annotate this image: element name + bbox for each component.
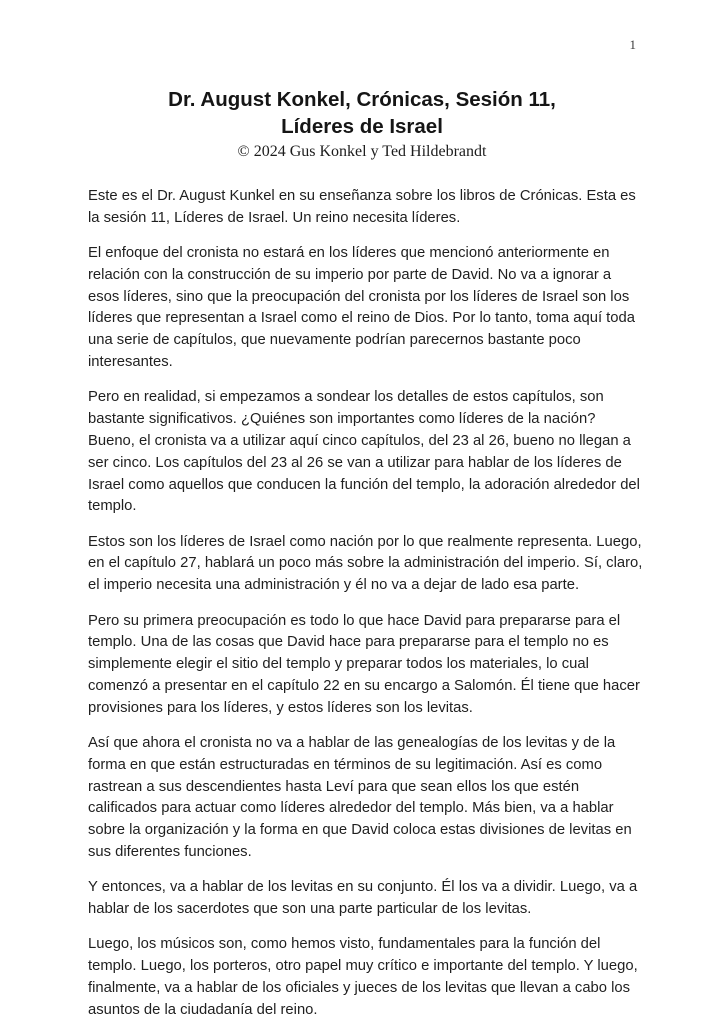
paragraph: Y entonces, va a hablar de los levitas en su conjunto. Él los va a dividir. Luego, va a hablar de los sacerdotes que son una parte particular de los levitas. <box>88 879 638 918</box>
paragraph: Pero su primera preocupación es todo lo que hace David para prepararse para el templo. Una de las cosas que David hace para prepararse para el templo no es simplemente elegir el sitio del templo y preparar todos los materiales, lo cual comenzó a presentar en el capítulo 22 en su encargo a Salomón. Él tiene que hacer provisiones para los líderes, y estos líderes son los levitas. <box>88 612 640 716</box>
paragraph: Este es el Dr. August Kunkel en su enseñanza sobre los libros de Crónicas. Esta es la sesión 11, Líderes de Israel. Un reino necesita líderes. <box>88 188 636 226</box>
document-body <box>88 186 644 1022</box>
paragraph: Estos son los líderes de Israel como nación por lo que realmente representa. Luego, en el capítulo 27, hablará un poco más sobre la administración del imperio. Sí, claro, el imperio necesita una administración y él no va a dejar de lado esa parte. <box>88 533 643 594</box>
paragraph: Luego, los músicos son, como hemos visto, fundamentales para la función del templo. Luego, los porteros, otro papel muy crítico e importante del templo. Y luego, finalmente, va a hablar de los oficiales y jueces de los levitas que llevan a cabo los asuntos de la ciudadanía del reino. <box>88 936 638 1018</box>
paragraph: El enfoque del cronista no estará en los líderes que mencionó anteriormente en relación con la construcción de su imperio por parte de David. No va a ignorar a esos líderes, sino que la preocupación del cronista por los líderes de Israel son los líderes que representan a Israel como el reino de Dios. Por lo tanto, toma aquí toda una serie de capítulos, que nuevamente podrían parecernos bastante poco interesantes. <box>88 245 635 371</box>
copyright-line: © 2024 Gus Konkel y Ted Hildebrandt <box>237 143 487 160</box>
paragraph: Así que ahora el cronista no va a hablar de las genealogías de los levitas y de la forma en que están estructuradas en términos de su legitimación. Así es como rastrean a sus descendientes hasta Leví para que sean ellos los que estén calificados para actuar como líderes alrededor del templo. Más bien, va a hablar sobre la organización y la forma en que David coloca estas divisiones de levitas en sus diferentes funciones. <box>88 735 632 861</box>
document-title <box>0 86 724 140</box>
title-line-2: Líderes de Israel <box>281 115 443 138</box>
paragraph: Pero en realidad, si empezamos a sondear los detalles de estos capítulos, son bastante significativos. ¿Quiénes son importantes como líderes de la nación? Bueno, el cronista va a utilizar aquí cinco capítulos, del 23 al 26, bueno no llegan a ser cinco. Los capítulos del 23 al 26 se van a utilizar para hablar de los líderes de Israel como aquellos que conducen la función del templo, la adoración alrededor del templo. <box>88 389 640 515</box>
page-number: 1 <box>629 37 636 52</box>
title-line-1: Dr. August Konkel, Crónicas, Sesión 11, <box>168 88 556 111</box>
document-header <box>0 0 724 162</box>
